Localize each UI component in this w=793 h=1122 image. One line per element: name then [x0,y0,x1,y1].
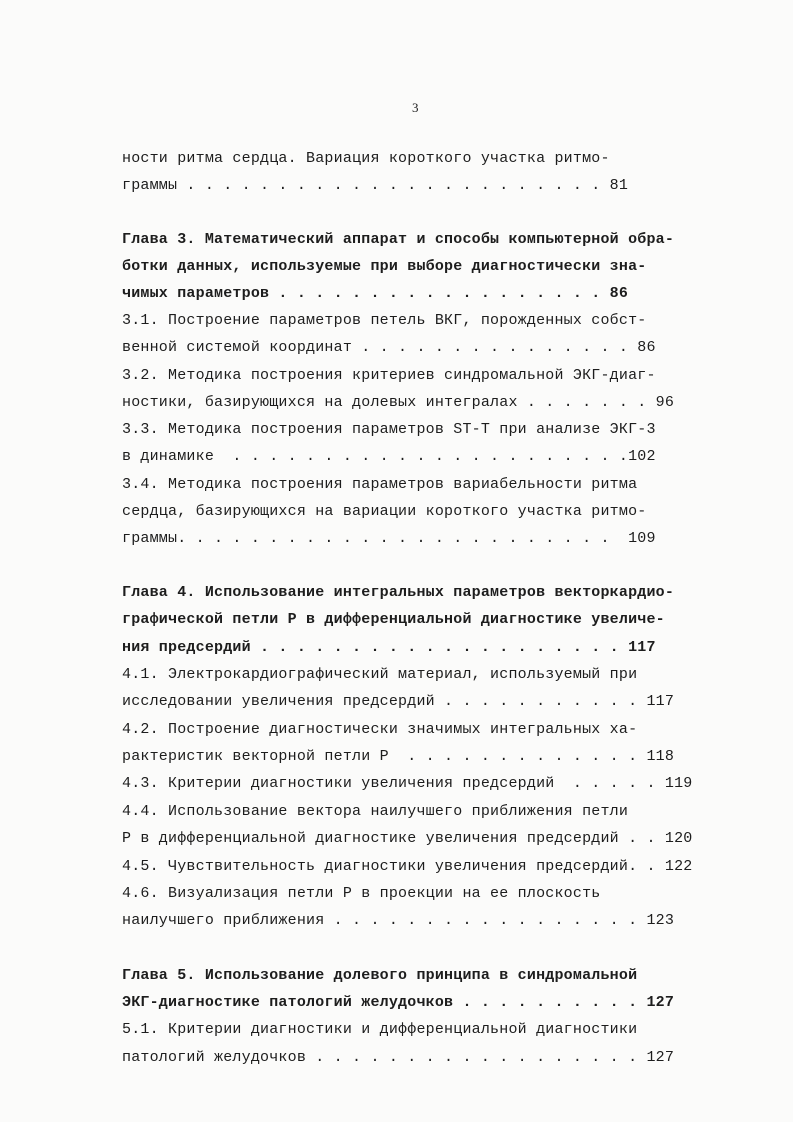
toc-chapter-line: чимых параметров . . . . . . . . . . . . . . . . . . 86 [122,285,629,302]
toc-line: 4.6. Визуализация петли P в проекции на ее плоскость [122,885,601,902]
toc-line: 3.3. Методика построения параметров ST-T при анализе ЭКГ-3 [122,421,656,438]
toc-line: патологий желудочков . . . . . . . . . . . . . . . . . . 127 [122,1049,675,1066]
toc-chapter-line: Глава 4. Использование интегральных параметров векторкардио- [122,584,675,601]
toc-line: 4.2. Построение диагностически значимых интегральных ха- [122,721,638,738]
toc-line: P в дифференциальной диагностике увеличения предсердий . . 120 [122,830,693,847]
toc-line: 3.1. Построение параметров петель ВКГ, порожденных собст- [122,312,647,329]
toc-line: рактеристик векторной петли P . . . . . . . . . . . . . 118 [122,748,675,765]
toc-line: ности ритма сердца. Вариация короткого участка ритмо- [122,150,610,167]
page-number: 3 [412,100,419,115]
toc-line: 4.1. Электрокардиографический материал, используемый при [122,666,638,683]
toc-line: венной системой координат . . . . . . . . . . . . . . . 86 [122,339,656,356]
toc-chapter-line: графической петли P в дифференциальной диагностике увеличе- [122,611,665,628]
toc-chapter-line: ЭКГ-диагностике патологий желудочков . . . . . . . . . . 127 [122,994,675,1011]
toc-line: 3.2. Методика построения критериев синдромальной ЭКГ-диаг- [122,367,656,384]
toc-line: 4.5. Чувствительность диагностики увеличения предсердий. . 122 [122,858,693,875]
toc-line: наилучшего приближения . . . . . . . . . . . . . . . . . 123 [122,912,675,929]
toc-line: граммы. . . . . . . . . . . . . . . . . . . . . . . . 109 [122,530,656,547]
toc-line: исследовании увеличения предсердий . . . . . . . . . . . 117 [122,693,675,710]
toc-chapter-line: Глава 3. Математический аппарат и способы компьютерной обра- [122,231,675,248]
toc-chapter-line: ботки данных, используемые при выборе диагностически зна- [122,258,647,275]
toc-line: 4.4. Использование вектора наилучшего приближения петли [122,803,629,820]
toc-line: сердца, базирующихся на вариации короткого участка ритмо- [122,503,647,520]
toc-chapter-line: Глава 5. Использование долевого принципа в синдромальной [122,967,638,984]
toc-line: граммы . . . . . . . . . . . . . . . . . . . . . . . 81 [122,177,629,194]
toc-line: ностики, базирующихся на долевых интегралах . . . . . . . 96 [122,394,675,411]
toc-line: 4.3. Критерии диагностики увеличения предсердий . . . . . 119 [122,775,693,792]
toc-chapter-line: ния предсердий . . . . . . . . . . . . . . . . . . . . 117 [122,639,656,656]
toc-line: в динамике . . . . . . . . . . . . . . . . . . . . . .102 [122,448,656,465]
toc-line: 5.1. Критерии диагностики и дифференциальной диагностики [122,1021,638,1038]
toc-line: 3.4. Методика построения параметров вариабельности ритма [122,476,638,493]
